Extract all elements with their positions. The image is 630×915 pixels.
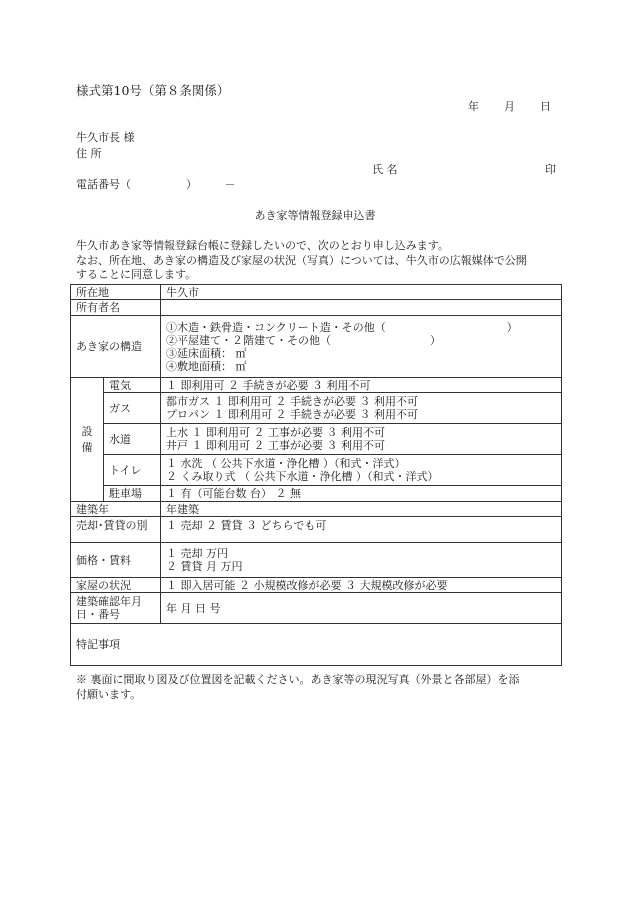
document-title: あき家等情報登録申込書 <box>254 209 376 222</box>
table-row-gas <box>71 393 562 424</box>
table-row-condition <box>71 578 562 593</box>
structure-value[interactable] <box>161 316 562 378</box>
footnote-line-2: 付願います。 <box>76 688 142 701</box>
price-line-rent: ２ 賃貸 月 万円 <box>166 560 243 573</box>
built-year-label: 建築年 <box>71 502 161 517</box>
location-value[interactable]: 牛久市 <box>161 285 562 300</box>
gas-line-propane: プロパン １ 即利用可 ２ 手続きが必要 ３ 利用不可 <box>166 408 418 421</box>
permit-label: 建築確認年月 日・番号 <box>71 593 161 624</box>
gas-label: ガス <box>104 393 161 424</box>
condition-label: 家屋の状況 <box>71 578 161 593</box>
built-year-value[interactable]: 年建築 <box>161 502 562 517</box>
electricity-value[interactable]: １ 即利用可 ２ 手続きが必要 ３ 利用不可 <box>161 378 562 393</box>
addressee: 牛久市長 様 <box>76 131 135 144</box>
structure-line-4: ④敷地面積： ㎡ <box>166 359 247 373</box>
facilities-label: 設 備 <box>71 378 104 502</box>
owner-label: 所有者名 <box>71 300 161 316</box>
intro-line-1: 牛久市あき家等情報登録台帳に登録したいので、次のとおり申し込みます。 <box>76 239 449 252</box>
table-row-owner <box>71 300 562 316</box>
price-line-sale: １ 売却 万円 <box>166 547 228 560</box>
price-label: 価格・賃料 <box>71 543 161 578</box>
condition-value[interactable]: １ 即入居可能 ２ 小規模改修が必要 ３ 大規模改修が必要 <box>161 578 562 593</box>
table-row-remarks <box>71 624 562 666</box>
form-number: 様式第10号（第８条関係） <box>76 83 230 98</box>
toilet-label: トイレ <box>104 455 161 486</box>
name-label: 氏 名 <box>372 163 398 176</box>
phone-label: 電話番号（ ） － <box>76 178 236 191</box>
water-line-mains: 上水 １ 即利用可 ２ 工事が必要 ３ 利用不可 <box>166 426 385 439</box>
owner-value[interactable] <box>161 300 562 316</box>
electricity-label: 電気 <box>104 378 161 393</box>
table-row-location <box>71 285 562 300</box>
application-table <box>70 284 562 666</box>
table-row-permit <box>71 593 562 624</box>
date-year-label: 年 <box>468 100 479 113</box>
table-row-price <box>71 543 562 578</box>
parking-label: 駐車場 <box>104 486 161 502</box>
gas-value[interactable] <box>161 393 562 424</box>
table-row-sale-rent <box>71 517 562 543</box>
water-label: 水道 <box>104 424 161 455</box>
structure-label: あき家の構造 <box>71 316 161 378</box>
table-row-built-year <box>71 502 562 517</box>
seal-mark: 印 <box>545 163 556 176</box>
table-row-toilet <box>71 455 562 486</box>
sale-rent-label: 売却･賃貸の別 <box>71 517 161 543</box>
toilet-value[interactable] <box>161 455 562 486</box>
toilet-line-pit: ２ くみ取り式 （ 公共下水道・浄化槽 ）（和式・洋式） <box>166 470 439 483</box>
sale-rent-value[interactable]: １ 売却 ２ 賃貸 ３ どちらでも可 <box>161 517 562 543</box>
structure-line-3: ③延床面積： ㎡ <box>166 346 247 360</box>
structure-line-1: ①木造・鉄骨造・コンクリート造・その他（ ） <box>166 320 518 334</box>
remarks-label[interactable]: 特記事項 <box>71 624 562 666</box>
parking-value[interactable]: １ 有（可能台数 台） ２ 無 <box>161 486 562 502</box>
table-row-electricity <box>71 378 562 393</box>
table-row-structure <box>71 316 562 378</box>
price-value[interactable] <box>161 543 562 578</box>
table-row-water <box>71 424 562 455</box>
table-row-parking <box>71 486 562 502</box>
toilet-line-flush: １ 水洗 （ 公共下水道・浄化槽 ）（和式・洋式） <box>166 457 406 470</box>
permit-value[interactable]: 年 月 日 号 <box>161 593 562 624</box>
intro-line-3: することに同意します。 <box>76 268 197 281</box>
gas-line-city: 都市ガス １ 即利用可 ２ 手続きが必要 ３ 利用不可 <box>166 395 418 408</box>
location-label: 所在地 <box>71 285 161 300</box>
water-line-well: 井戸 １ 即利用可 ２ 工事が必要 ３ 利用不可 <box>166 439 385 452</box>
intro-line-2: なお、所在地、あき家の構造及び家屋の状況（写真）については、牛久市の広報媒体で公開 <box>76 254 527 267</box>
footnote-line-1: ※ 裏面に間取り図及び位置図を記載ください。あき家等の現況写真（外景と各部屋）を添 <box>76 673 520 686</box>
water-value[interactable] <box>161 424 562 455</box>
date-month-label: 月 <box>504 100 515 113</box>
structure-line-2: ②平屋建て・２階建て・その他（ ） <box>166 333 441 347</box>
address-label: 住 所 <box>76 147 102 160</box>
date-day-label: 日 <box>540 100 551 113</box>
